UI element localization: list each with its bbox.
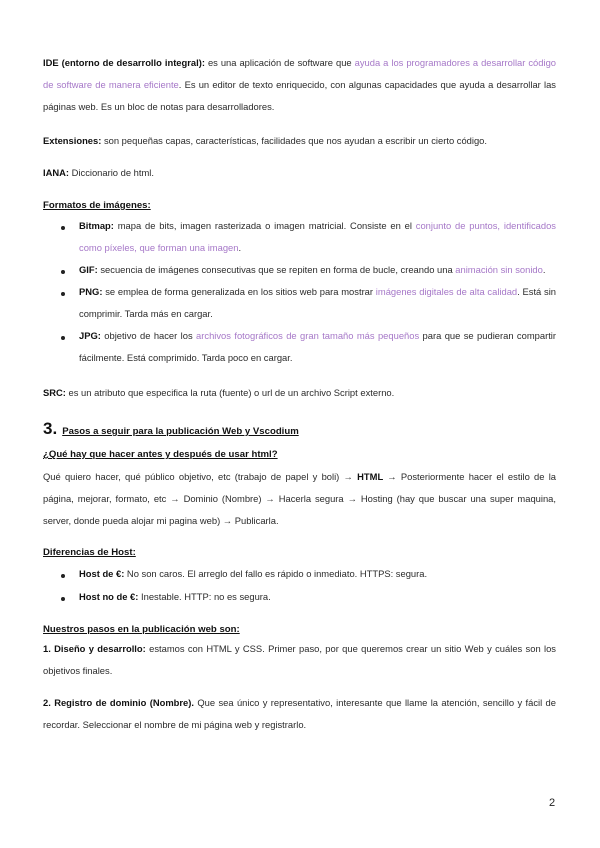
- gif-highlight: animación sin sonido: [455, 264, 543, 275]
- host-item-2-text: Inestable. HTTP: no es segura.: [138, 591, 271, 602]
- antes-bold: HTML →: [357, 471, 397, 482]
- png-highlight: imágenes digitales de alta calidad: [375, 286, 518, 297]
- bullet-dot: [61, 574, 65, 578]
- bullet-dot: [61, 226, 65, 230]
- iana-term: IANA:: [43, 167, 70, 178]
- png-term: PNG:: [79, 286, 103, 297]
- step-2-paragraph: [43, 692, 556, 736]
- src-term: SRC:: [43, 387, 66, 398]
- section-3-heading: [43, 419, 299, 439]
- section-title: Pasos a seguir para la publicación Web y Vscodium: [62, 426, 299, 437]
- png-text-1: se emplea de forma generalizada en los sitios web para mostrar: [102, 286, 376, 297]
- bitmap-item: [79, 215, 556, 259]
- page-number: 2: [549, 797, 556, 809]
- antes-text-2: Posteriormente hacer el estilo de la página, mejorar, formato, etc → Dominio (Nombre) → Hacerla segura → Hosting (hay que buscar una super maquina, server, donde pueda alojar mi pagina web) → Publicarla.: [43, 471, 557, 526]
- bullet-dot: [61, 336, 65, 340]
- host-item-1: [79, 563, 556, 585]
- bullet-dot: [61, 597, 65, 601]
- extensiones-paragraph: [43, 130, 556, 152]
- src-paragraph: [43, 382, 556, 404]
- ide-highlight: ayuda a los programadores a desarrollar código de software de manera eficiente: [43, 57, 556, 90]
- png-text-2: . Está sin comprimir. Tarda más en cargar.: [79, 286, 557, 319]
- jpg-item: [79, 325, 556, 369]
- jpg-text-1: objetivo de hacer los: [100, 330, 197, 341]
- jpg-highlight: archivos fotográficos de gran tamaño más pequeños: [196, 330, 420, 341]
- extensiones-text: son pequeñas capas, características, facilidades que nos ayudan a escribir un cierto código.: [101, 135, 488, 146]
- extensiones-term: Extensiones:: [43, 135, 102, 146]
- gif-text-2: .: [542, 264, 546, 275]
- ide-paragraph: [43, 52, 556, 118]
- host-item-1-term: Host de €:: [79, 568, 125, 579]
- step-2-text: Que sea único y representativo, interesante que llame la atención, sencillo y fácil de recordar. Seleccionar el nombre de mi página web y registrarlo.: [43, 697, 556, 730]
- bitmap-text-2: .: [238, 242, 242, 253]
- bitmap-text-1: mapa de bits, imagen rasterizada o imagen matricial. Consiste en el: [113, 220, 416, 231]
- pasos-heading: Nuestros pasos en la publicación web son:: [43, 624, 240, 635]
- antes-paragraph: [43, 466, 556, 532]
- step-1-paragraph: [43, 638, 556, 682]
- antes-text-1: Qué quiero hacer, qué público objetivo, etc (trabajo de papel y boli) →: [43, 471, 358, 482]
- ide-text-1: es una aplicación de software que: [204, 57, 355, 68]
- antes-heading: ¿Qué hay que hacer antes y después de usar html?: [43, 449, 278, 460]
- gif-term: GIF:: [79, 264, 98, 275]
- jpg-term: JPG:: [79, 330, 101, 341]
- gif-text-1: secuencia de imágenes consecutivas que se repiten en forma de bucle, creando una: [97, 264, 456, 275]
- jpg-text-2: para que se pudieran compartir fácilmente. Está comprimido. Tarda poco en cargar.: [79, 330, 557, 363]
- bitmap-term: Bitmap:: [79, 220, 114, 231]
- host-item-2-term: Host no de €:: [79, 591, 139, 602]
- host-item-1-text: No son caros. El arreglo del fallo es rápido o inmediato. HTTPS: segura.: [124, 568, 428, 579]
- formatos-heading: Formatos de imágenes:: [43, 200, 151, 211]
- gif-item: [79, 259, 556, 281]
- host-item-2: [79, 586, 556, 608]
- ide-text-2: . Es un editor de texto enriquecido, con algunas capacidades que ayuda a desarrollar las páginas web. Es un bloc de notas para desarrolladores.: [43, 79, 556, 112]
- bitmap-highlight: conjunto de puntos, identificados como píxeles, que forman una imagen: [79, 220, 556, 253]
- bullet-dot: [61, 270, 65, 274]
- host-heading: Diferencias de Host:: [43, 547, 136, 558]
- iana-paragraph: [43, 162, 556, 184]
- step-2-term: 2. Registro de dominio (Nombre).: [43, 697, 194, 708]
- iana-text: Diccionario de html.: [69, 167, 154, 178]
- ide-term: IDE (entorno de desarrollo integral):: [43, 57, 205, 68]
- src-text: es un atributo que especifica la ruta (fuente) o url de un archivo Script externo.: [65, 387, 395, 398]
- png-item: [79, 281, 556, 325]
- bullet-dot: [61, 292, 65, 296]
- step-1-term: 1. Diseño y desarrollo:: [43, 643, 146, 654]
- section-number: 3.: [43, 419, 58, 438]
- step-1-text: estamos con HTML y CSS. Primer paso, por que queremos crear un sitio Web y cuáles son los objetivos finales.: [43, 643, 556, 676]
